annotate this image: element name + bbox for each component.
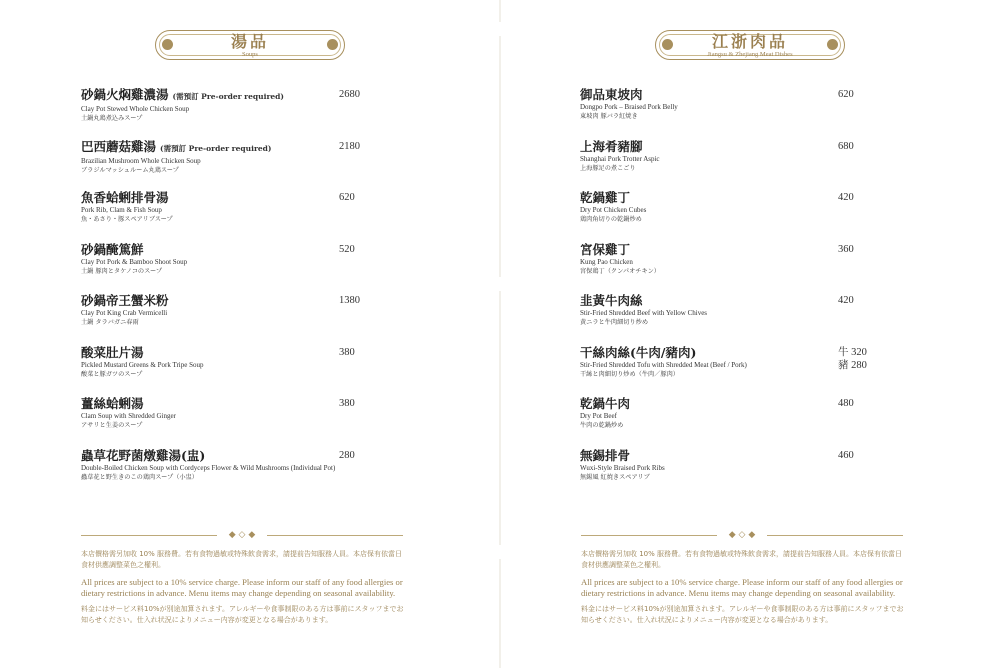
dish-name-ja: 土鍋 豚肉とタケノコのスープ	[81, 267, 163, 275]
dish-name-zh	[580, 396, 880, 412]
section-subtitle: Soups	[242, 51, 258, 58]
section-title: 湯品	[230, 32, 269, 51]
dish-price-option: 豬 280	[838, 359, 867, 371]
divider-ornament: ◆ ◇ ◆	[81, 530, 403, 540]
menu-item	[81, 293, 381, 345]
notice-zh: 本店價格需另加收 10% 服務費。若有食物過敏或特殊飲食需求，請提前告知服務人員。本店保有依當日食材供應調整菜色之權利。	[81, 550, 403, 569]
dish-price: 360	[838, 243, 854, 255]
notice-ja: 料金にはサービス料10%が別途加算されます。アレルギーや食事制限のある方は事前にスタッフまでお知らせください。仕入れ状況によりメニュー内容が変更となる場合があります。	[81, 605, 404, 624]
dish-name-zh-text: 韭黃牛肉絲	[580, 293, 643, 308]
dish-name-zh	[81, 242, 381, 258]
notice-zh: 本店價格需另加收 10% 服務費。若有食物過敏或特殊飲食需求，請提前告知服務人員。本店保有依當日食材供應調整菜色之權利。	[581, 550, 903, 569]
dish-name-ja: 無錫風 紅焼きスペアリブ	[580, 473, 650, 481]
dish-name-zh-text: 砂鍋醃篤鮮	[81, 241, 144, 257]
dish-name-zh-text: 干絲肉絲(牛肉/豬肉)	[580, 344, 697, 360]
dish-name-en: Brazilian Mushroom Whole Chicken Soup	[81, 156, 201, 165]
dish-name-ja: ブラジルマッシュルーム丸鶏スープ	[81, 166, 179, 174]
menu-item	[81, 448, 381, 500]
dish-name-zh-text: 薑絲蛤蜊湯	[81, 396, 144, 411]
dish-price: 620	[838, 89, 854, 100]
dish-name-ja: 上海豚足の煮こごり	[580, 164, 636, 172]
dish-name-zh	[580, 87, 880, 103]
dish-price: 2680	[339, 89, 360, 100]
dish-price: 420	[838, 295, 854, 306]
menu-item	[580, 293, 880, 345]
dish-name-zh	[81, 190, 381, 206]
menu-item	[81, 396, 381, 448]
dish-name-en: Stir-Fried Shredded Beef with Yellow Chives	[580, 309, 708, 317]
dish-name-ja: 土鍋 タラバガニ春雨	[81, 319, 139, 326]
menu-item	[81, 242, 381, 294]
right-page	[500, 0, 1000, 668]
dish-name-ja: アサリと生姜のスープ	[81, 422, 143, 429]
menu-item	[580, 345, 880, 397]
dish-name-zh	[580, 190, 880, 206]
dish-name-zh-text: 蟲草花野菌燉雞湯(盅)	[81, 447, 206, 463]
menu-item	[81, 87, 381, 139]
menu-item	[81, 190, 381, 242]
dish-name-zh-text: 酸菜肚片湯	[81, 344, 144, 360]
dish-name-zh	[81, 396, 381, 412]
dish-name-en: Shanghai Pork Trotter Aspic	[580, 154, 660, 163]
dish-name-ja: 魚・あさり・豚スペアリブスープ	[81, 216, 173, 223]
dish-name-en: Stir-Fried Shredded Tofu with Shredded Meat (Beef / Pork)	[580, 360, 747, 369]
dish-price-option: 牛 320	[838, 346, 867, 358]
preorder-note: (需預訂 Pre-order required)	[172, 92, 284, 101]
dish-name-ja: 東坡肉 豚バラ紅焼き	[580, 113, 638, 120]
dish-name-en: Clay Pot Pork & Bamboo Shoot Soup	[81, 257, 188, 266]
dish-name-zh-text: 砂鍋火焖雞濃湯	[81, 87, 169, 102]
dish-name-zh-text: 上海肴豬腳	[580, 138, 643, 154]
dish-name-zh	[580, 448, 880, 464]
dish-name-ja: 鶏肉角切りの乾鍋炒め	[580, 216, 642, 223]
dish-name-zh	[81, 139, 381, 157]
dish-name-en: Wuxi-Style Braised Pork Ribs	[580, 463, 665, 472]
notice-en: All prices are subject to a 10% service charge. Please inform our staff of any food allergies or dietary restrictions in advance. Menu items may change depending on seasonal availability.	[581, 577, 903, 598]
dish-name-zh-text: 乾鍋牛肉	[580, 396, 631, 411]
dish-price: 280	[339, 449, 355, 461]
menu-item	[81, 345, 381, 397]
dish-name-zh-text: 乾鍋雞丁	[580, 190, 631, 205]
dish-name-zh-text: 宮保雞丁	[580, 241, 631, 257]
dish-name-en: Clay Pot King Crab Vermicelli	[81, 309, 168, 317]
menu-list-meat	[580, 87, 880, 499]
dish-price	[838, 346, 867, 372]
dish-name-zh	[580, 139, 880, 155]
divider-ornament: ◆ ◇ ◆	[581, 530, 903, 540]
dish-name-en: Clay Pot Stewed Whole Chicken Soup	[81, 105, 190, 113]
menu-list-soups	[81, 87, 381, 499]
menu-item	[580, 139, 880, 191]
dish-price: 680	[838, 140, 854, 152]
dish-price: 620	[339, 192, 355, 203]
dish-price: 1380	[339, 295, 360, 306]
dish-name-zh-text: 御品東坡肉	[580, 87, 643, 102]
dish-name-zh	[81, 448, 381, 464]
dish-name-zh	[580, 293, 880, 309]
section-subtitle: Jiangsu & Zhejiang Meat Dishes	[707, 51, 793, 58]
dish-name-en: Dry Pot Beef	[580, 412, 617, 420]
dish-price: 420	[838, 192, 854, 203]
dish-name-en: Dongpo Pork – Braised Pork Belly	[580, 103, 678, 111]
dish-name-ja: 酸菜と豚ガツのスープ	[81, 370, 143, 378]
dish-name-en: Clam Soup with Shredded Ginger	[81, 412, 176, 420]
menu-item	[580, 190, 880, 242]
dish-name-ja: 黄ニラと牛肉細切り炒め	[580, 319, 649, 326]
menu-item	[580, 396, 880, 448]
dish-name-zh	[580, 242, 880, 258]
dish-name-zh-text: 魚香蛤蜊排骨湯	[81, 190, 169, 205]
dish-name-en: Pickled Mustard Greens & Pork Tripe Soup	[81, 360, 204, 369]
dish-name-zh-text: 巴西蘑菇雞湯	[81, 138, 157, 154]
menu-item	[580, 87, 880, 139]
dish-price: 380	[339, 346, 355, 358]
section-badge-soups	[155, 30, 345, 60]
dish-price: 380	[339, 398, 355, 409]
dish-name-zh	[580, 345, 880, 361]
dish-name-zh-text: 無錫排骨	[580, 447, 631, 463]
service-notice	[81, 549, 406, 625]
dish-price: 520	[339, 243, 355, 255]
notice-en: All prices are subject to a 10% service charge. Please inform our staff of any food allergies or dietary restrictions in advance. Menu items may change depending on seasonal availability.	[81, 577, 403, 598]
preorder-note: (需預訂 Pre-order required)	[160, 143, 272, 153]
dish-name-ja: 牛肉の乾鍋炒め	[580, 422, 624, 429]
menu-item	[81, 139, 381, 191]
dish-name-zh	[81, 87, 381, 105]
dish-name-zh	[81, 345, 381, 361]
dish-name-ja: 土鍋丸鶏煮込みスープ	[81, 115, 143, 122]
service-notice	[581, 549, 906, 625]
dish-name-en: Double-Boiled Chicken Soup with Cordyceps Flower & Wild Mushrooms (Individual Pot)	[81, 463, 336, 472]
dish-name-zh-text: 砂鍋帝王蟹米粉	[81, 293, 169, 308]
menu-item	[580, 242, 880, 294]
dish-name-en: Pork Rib, Clam & Fish Soup	[81, 206, 162, 214]
menu-item	[580, 448, 880, 500]
dish-name-en: Kung Pao Chicken	[580, 257, 633, 266]
dish-name-ja: 干絲と肉細切り炒め（牛肉／豚肉）	[580, 370, 679, 378]
dish-name-zh	[81, 293, 381, 309]
dish-name-ja: 蟲草花と野生きのこの鶏肉スープ（小盅）	[81, 473, 198, 481]
section-badge-meat	[655, 30, 845, 60]
section-title: 江浙肉品	[711, 32, 788, 51]
dish-price: 2180	[339, 140, 360, 152]
dish-name-ja: 宮保鶏丁（クンパオチキン）	[580, 267, 660, 275]
notice-ja: 料金にはサービス料10%が別途加算されます。アレルギーや食事制限のある方は事前にスタッフまでお知らせください。仕入れ状況によりメニュー内容が変更となる場合があります。	[581, 605, 904, 624]
dish-price: 480	[838, 398, 854, 409]
dish-price: 460	[838, 449, 854, 461]
dish-name-en: Dry Pot Chicken Cubes	[580, 206, 647, 214]
